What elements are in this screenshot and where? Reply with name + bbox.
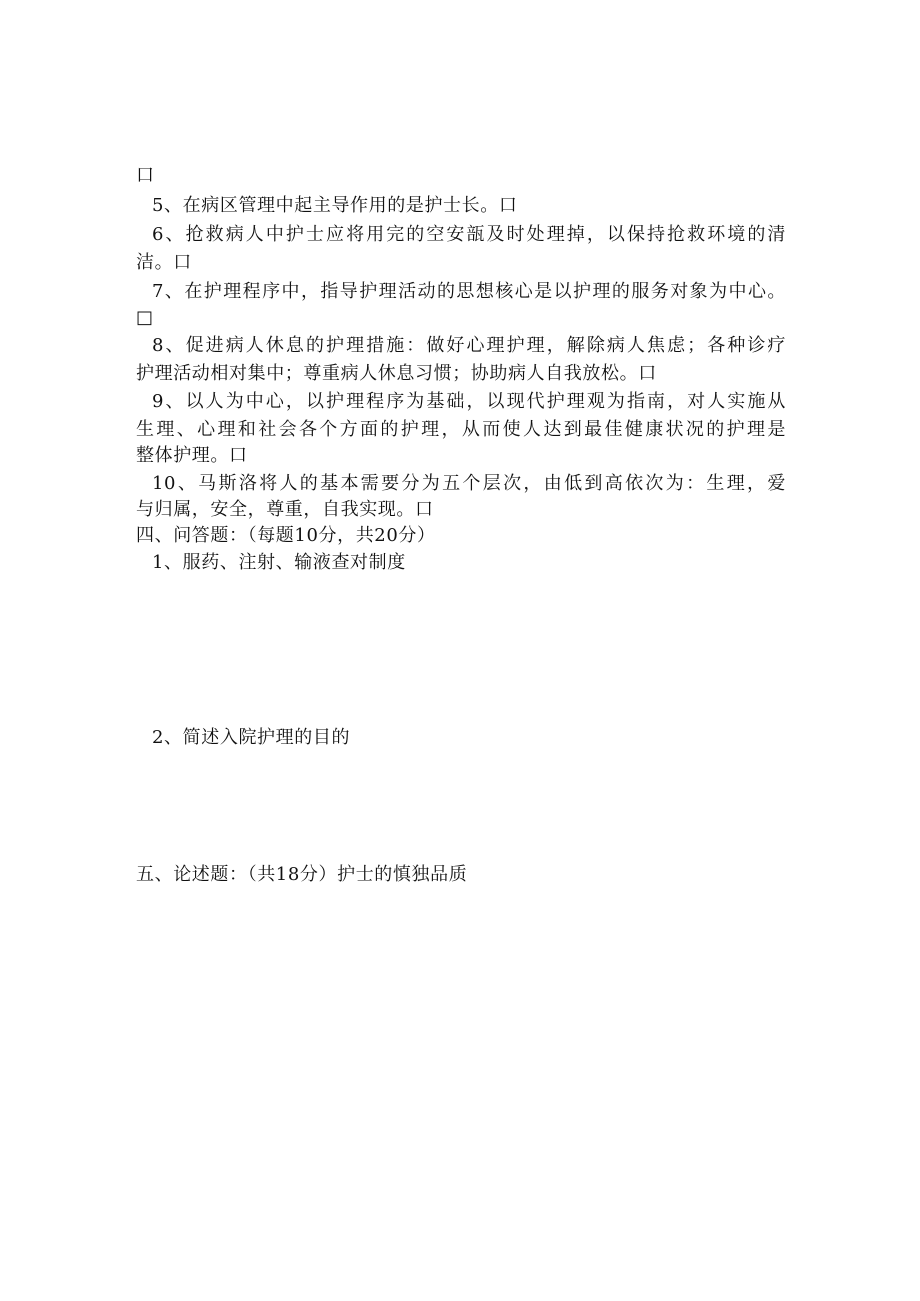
tf-item-8-line-1: 8、促进病人休息的护理措施：做好心理护理，解除病人焦虑；各种诊疗: [152, 335, 786, 356]
tf-item-6-line-1: 6、抢救病人中护士应将用完的空安瓿及时处理掉，以保持抢救环境的清: [152, 224, 786, 245]
tf-item-5: 5、在病区管理中起主导作用的是护士长。口: [152, 195, 518, 216]
tf-item-7-line-1: 7、在护理程序中，指导护理活动的思想核心是以护理的服务对象为中心。: [152, 281, 786, 302]
tf-item-9-line-2: 生理、心理和社会各个方面的护理，从而使人达到最佳健康状况的护理是: [136, 419, 786, 440]
tf-item-8-line-2: 护理活动相对集中；尊重病人休息习惯；协助病人自我放松。口: [136, 363, 657, 384]
section-4-heading: 四、问答题：（每题10分，共20分）: [136, 525, 436, 546]
tf-item-10-line-2: 与归属，安全，尊重，自我实现。口: [136, 499, 434, 520]
tf-item-7-line-2: □: [136, 307, 154, 328]
section-5-heading: 五、论述题：（共18分）护士的慎独品质: [136, 864, 468, 885]
answer-box-item-4: 口: [136, 165, 155, 186]
question-2: 2、简述入院护理的目的: [152, 727, 351, 748]
tf-item-9-line-1: 9、以人为中心，以护理程序为基础，以现代护理观为指南，对人实施从: [152, 391, 786, 412]
tf-item-9-line-3: 整体护理。口: [136, 445, 248, 466]
tf-item-6-line-2: 洁。口: [136, 252, 192, 273]
tf-item-10-line-1: 10、马斯洛将人的基本需要分为五个层次，由低到高依次为：生理，爱: [152, 473, 786, 494]
question-1: 1、服药、注射、输液查对制度: [152, 552, 406, 573]
